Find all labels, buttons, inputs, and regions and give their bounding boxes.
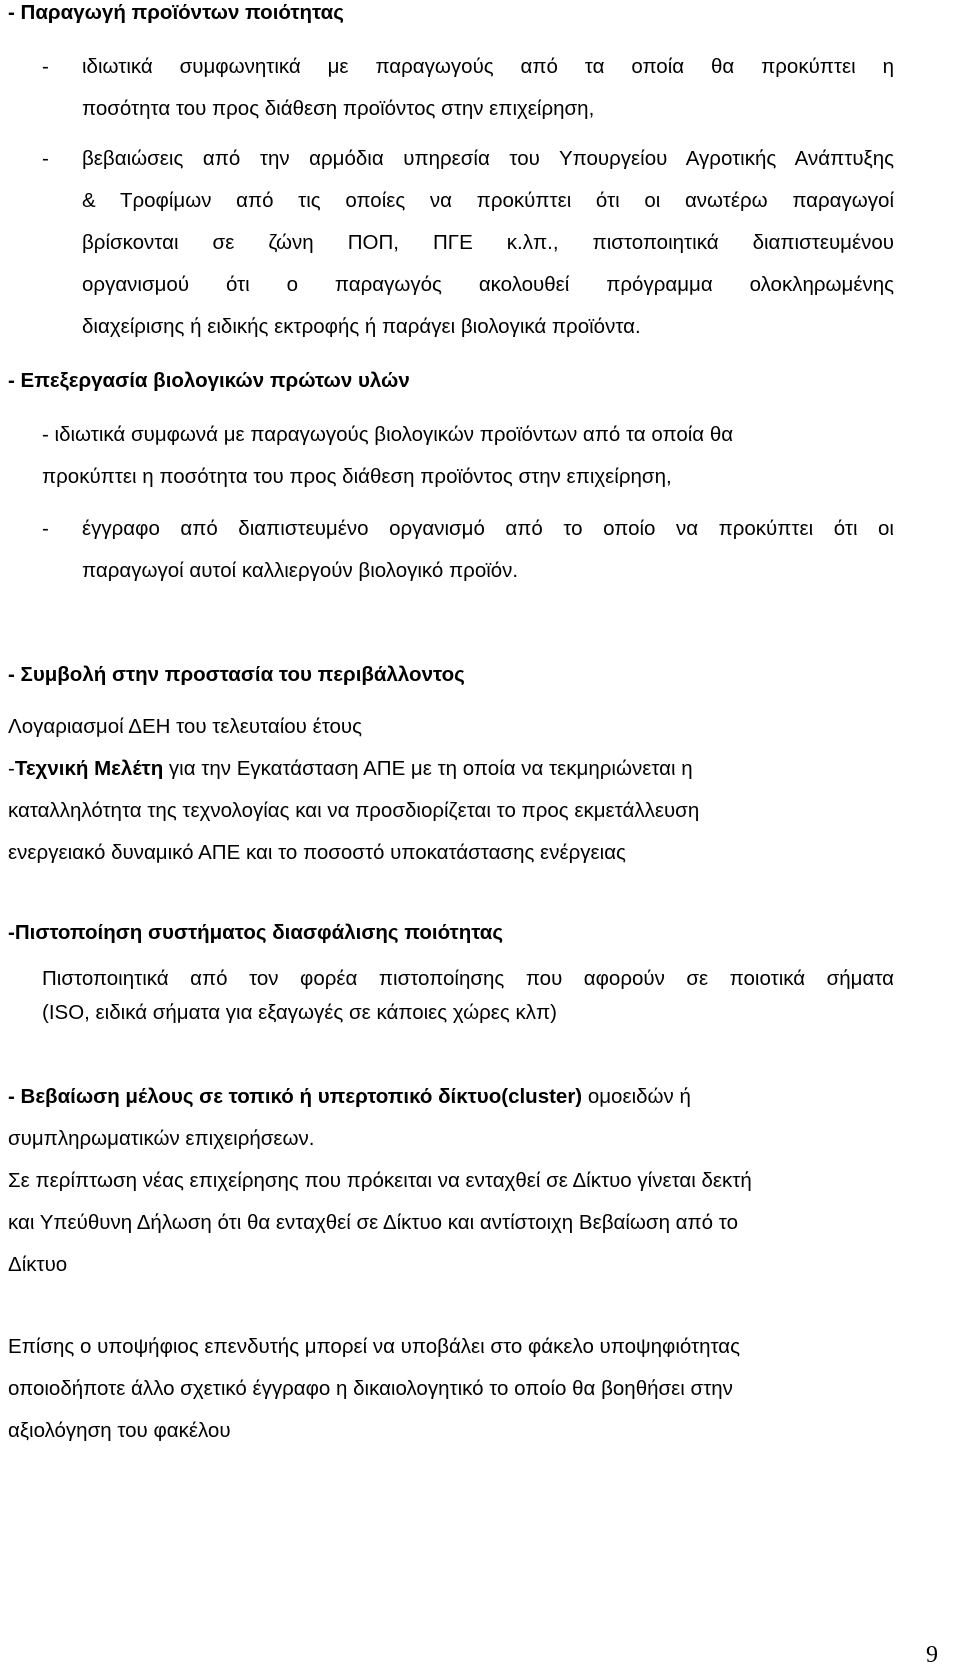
certification-text: (ISO, ειδικά σήματα για εξαγωγές σε κάποιες χώρες κλπ) (42, 1001, 557, 1024)
list-item-text: & Τροφίμων από τις οποίες να προκύπτει ότι οι ανωτέρω παραγωγοί (82, 189, 894, 212)
page-number: 9 (926, 1642, 938, 1668)
list-dash: - (42, 147, 49, 170)
list-item-text: ποσότητα του προς διάθεση προϊόντος στην επιχείρηση, (82, 97, 595, 120)
cluster-heading (8, 1076, 691, 1118)
dash: - (8, 757, 15, 780)
technical-study-label: Τεχνική Μελέτη (14, 757, 164, 780)
technical-study-text: για την Εγκατάσταση ΑΠΕ με τη οποία να τεκμηριώνεται η (163, 757, 693, 780)
list-item-text: έγγραφο από διαπιστευμένο οργανισμό από το οποίο να προκύπτει ότι οι (82, 517, 894, 540)
list-item-text: προκύπτει η ποσότητα του προς διάθεση προϊόντος στην επιχείρηση, (42, 465, 672, 488)
list-item-text: βεβαιώσεις από την αρμόδια υπηρεσία του Υπουργείου Αγροτικής Ανάπτυξης (82, 147, 894, 170)
cluster-text: Σε περίπτωση νέας επιχείρησης που πρόκειται να ενταχθεί σε Δίκτυο γίνεται δεκτή (8, 1169, 752, 1192)
closing-text: αξιολόγηση του φακέλου (8, 1419, 231, 1442)
environment-text: ενεργειακό δυναμικό ΑΠΕ και το ποσοστό υποκατάστασης ενέργειας (8, 841, 626, 864)
environment-text: Λογαριασμοί ΔΕΗ του τελευταίου έτους (8, 715, 363, 738)
list-item-text: παραγωγοί αυτοί καλλιεργούν βιολογικό προϊόν. (82, 559, 519, 582)
heading-environment: - Συμβολή στην προστασία του περιβάλλοντος (8, 663, 465, 686)
cluster-text: Δίκτυο (8, 1253, 68, 1276)
environment-technical-study (8, 748, 693, 790)
heading-quality-products: - Παραγωγή προϊόντων ποιότητας (8, 1, 344, 24)
list-item-text: - ιδιωτικά συμφωνά με παραγωγούς βιολογικών προϊόντων από τα οποία θα (42, 423, 734, 446)
closing-text: Επίσης ο υποψήφιος επενδυτής μπορεί να υποβάλει στο φάκελο υποψηφιότητας (8, 1335, 741, 1358)
cluster-heading-bold: - Βεβαίωση μέλους σε τοπικό ή υπερτοπικό δίκτυο(cluster) (8, 1085, 583, 1108)
heading-organic-processing: - Επεξεργασία βιολογικών πρώτων υλών (8, 369, 410, 392)
environment-text: καταλληλότητα της τεχνολογίας και να προσδιορίζεται το προς εκμετάλλευση (8, 799, 700, 822)
cluster-text: συμπληρωματικών επιχειρήσεων. (8, 1127, 315, 1150)
list-item-text: οργανισμού ότι ο παραγωγός ακολουθεί πρόγραμμα ολοκληρωμένης (82, 273, 894, 296)
certification-text: Πιστοποιητικά από τον φορέα πιστοποίησης που αφορούν σε ποιοτικά σήματα (42, 967, 894, 990)
list-item-text: βρίσκονται σε ζώνη ΠΟΠ, ΠΓΕ κ.λπ., πιστοποιητικά διαπιστευμένου (82, 231, 894, 254)
heading-certification: -Πιστοποίηση συστήματος διασφάλισης ποιότητας (8, 921, 504, 944)
closing-text: οποιοδήποτε άλλο σχετικό έγγραφο η δικαιολογητικό το οποίο θα βοηθήσει στην (8, 1377, 733, 1400)
list-dash: - (42, 517, 49, 540)
cluster-heading-rest: ομοειδών ή (582, 1085, 691, 1108)
list-dash: - (42, 55, 49, 78)
list-item-text: διαχείρισης ή ειδικής εκτροφής ή παράγει βιολογικά προϊόντα. (82, 315, 641, 338)
list-item-text: ιδιωτικά συμφωνητικά με παραγωγούς από τα οποία θα προκύπτει η (82, 55, 894, 78)
cluster-text: και Υπεύθυνη Δήλωση ότι θα ενταχθεί σε Δίκτυο και αντίστοιχη Βεβαίωση από το (8, 1211, 738, 1234)
